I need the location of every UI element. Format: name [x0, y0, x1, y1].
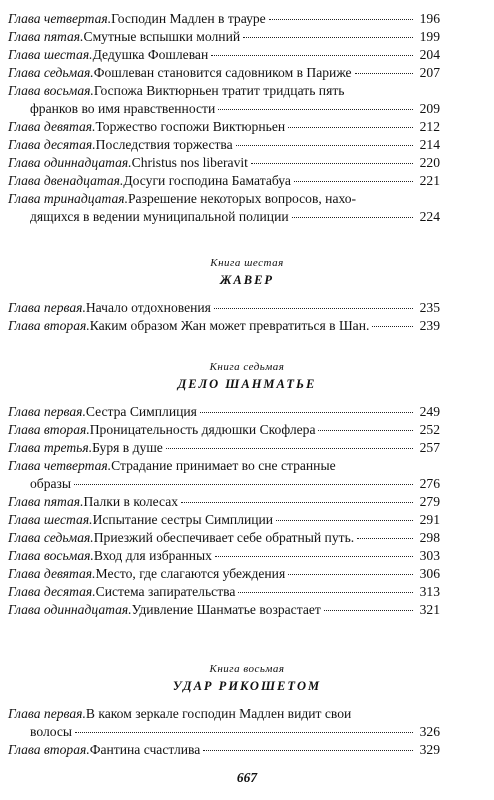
page-number: 249 [419, 404, 440, 419]
book-title: ДЕЛО ШАНМАТЬЕ [177, 377, 317, 391]
chapter-label: Глава первая. [8, 300, 86, 315]
leader-dots [166, 448, 413, 449]
toc-entry-row [30, 723, 440, 741]
toc-entry [8, 64, 440, 82]
toc-entry-row [8, 439, 440, 457]
toc-entry [8, 457, 440, 475]
book-label: Книга седьмая [209, 361, 285, 373]
toc-entry [8, 82, 440, 100]
chapter-title: Страдание принимает во сне странные [111, 458, 336, 473]
toc-entry-row [8, 82, 440, 100]
toc-entry-row [8, 601, 440, 619]
chapter-label: Глава восьмая. [8, 548, 94, 563]
toc-entry [8, 529, 440, 547]
page-number: 239 [419, 318, 440, 333]
chapter-label: Глава вторая. [8, 742, 90, 757]
page-number: 221 [419, 173, 440, 188]
chapter-label: Глава тринадцатая. [8, 191, 128, 206]
toc-entry [8, 118, 440, 136]
leader-dots [211, 55, 413, 56]
leader-dots [218, 109, 413, 110]
page-number: 279 [419, 494, 440, 509]
leader-dots [372, 326, 413, 327]
chapter-title: Смутные вспышки молний [83, 29, 241, 44]
toc-entry [8, 601, 440, 619]
chapter-title: Палки в колесах [83, 494, 179, 509]
chapter-label: Глава девятая. [8, 119, 96, 134]
chapter-label: Глава седьмая. [8, 65, 94, 80]
chapter-label: Глава вторая. [8, 422, 90, 437]
book-label: Книга шестая [210, 257, 284, 269]
leader-dots [181, 502, 413, 503]
page-number: 306 [419, 566, 440, 581]
toc-entry [8, 10, 440, 28]
chapter-title: Система запирательства [95, 584, 236, 599]
page-number: 196 [419, 11, 440, 26]
chapter-label: Глава седьмая. [8, 530, 94, 545]
page-number: 276 [419, 476, 440, 491]
toc-entry [8, 317, 440, 335]
chapter-label: Глава первая. [8, 404, 86, 419]
page-number: 212 [419, 119, 440, 134]
chapter-label: Глава шестая. [8, 47, 93, 62]
toc-entry-row [30, 208, 440, 226]
leader-dots [324, 610, 413, 611]
folio-page-number: 667 [236, 770, 258, 785]
toc-entry-row [8, 154, 440, 172]
toc-entry-row [8, 511, 440, 529]
chapter-title: Досуги господина Баматабуа [123, 173, 291, 188]
chapter-title-continued: волосы [30, 724, 73, 739]
toc-entry-row [8, 705, 440, 723]
chapter-title: Каким образом Жан может превратиться в Шан. [89, 318, 370, 333]
leader-dots [251, 163, 413, 164]
toc-entry-row [8, 403, 440, 421]
leader-dots [355, 73, 413, 74]
book-title: УДАР РИКОШЕТОМ [172, 679, 322, 693]
toc-entry-continuation [30, 208, 440, 226]
toc-entry [8, 741, 440, 759]
chapter-title: Последствия торжества [95, 137, 233, 152]
chapter-title: Торжество госпожи Виктюрньен [95, 119, 286, 134]
chapter-title: Удивление Шанматье возрастает [131, 602, 321, 617]
leader-dots [357, 538, 413, 539]
toc-entry-row [8, 583, 440, 601]
toc-entry [8, 547, 440, 565]
chapter-title: Место, где слагаются убеждения [95, 566, 286, 581]
page-number: 235 [419, 300, 440, 315]
leader-dots [74, 484, 413, 485]
toc-entry-row [30, 100, 440, 118]
toc-entry [8, 421, 440, 439]
page-number: 303 [419, 548, 440, 563]
toc-entry-row [8, 28, 440, 46]
chapter-label: Глава первая. [8, 706, 86, 721]
page-number: 224 [419, 209, 440, 224]
toc-entry-row [8, 547, 440, 565]
book-title: ЖАВЕР [219, 273, 275, 287]
leader-dots [243, 37, 413, 38]
leader-dots [214, 308, 413, 309]
toc-entry-row [8, 421, 440, 439]
chapter-label: Глава третья. [8, 440, 93, 455]
page-number: 321 [419, 602, 440, 617]
page-number: 204 [419, 47, 440, 62]
toc-entry [8, 583, 440, 601]
page-number: 207 [419, 65, 440, 80]
toc-entry [8, 705, 440, 723]
toc-entry [8, 511, 440, 529]
page-number: 199 [419, 29, 440, 44]
chapter-title: Господин Мадлен в трауре [111, 11, 266, 26]
book-label: Книга восьмая [209, 663, 285, 675]
chapter-label: Глава девятая. [8, 566, 96, 581]
toc-entry-row [8, 299, 440, 317]
chapter-label: Глава шестая. [8, 512, 93, 527]
chapter-label: Глава одиннадцатая. [8, 602, 132, 617]
toc-entry [8, 154, 440, 172]
leader-dots [318, 430, 413, 431]
page-number: 329 [419, 742, 440, 757]
page-number: 326 [419, 724, 440, 739]
toc-entry-row [8, 317, 440, 335]
chapter-title: Дедушка Фошлеван [92, 47, 209, 62]
chapter-title: Фошлеван становится садовником в Париже [93, 65, 352, 80]
toc-entry-row [30, 475, 440, 493]
leader-dots [288, 127, 413, 128]
chapter-label: Глава восьмая. [8, 83, 94, 98]
leader-dots [75, 732, 413, 733]
toc-entry-row [8, 118, 440, 136]
leader-dots [288, 574, 413, 575]
toc-entry [8, 136, 440, 154]
chapter-title: Приезжий обеспечивает себе обратный путь. [93, 530, 355, 545]
toc-entry [8, 172, 440, 190]
chapter-title: Испытание сестры Симплиции [92, 512, 274, 527]
chapter-title-continued: образы [30, 476, 72, 491]
chapter-title-continued: франков во имя нравственности [30, 101, 216, 116]
chapter-label: Глава пятая. [8, 494, 84, 509]
page-number: 291 [419, 512, 440, 527]
chapter-title: Вход для избранных [93, 548, 212, 563]
page-number: 252 [419, 422, 440, 437]
chapter-label: Глава пятая. [8, 29, 84, 44]
toc-entry-row [8, 741, 440, 759]
toc-entry-row [8, 64, 440, 82]
chapter-label: Глава четвертая. [8, 458, 112, 473]
chapter-title: Разрешение некоторых вопросов, нахо- [128, 191, 357, 206]
page-number: 214 [419, 137, 440, 152]
toc-entry [8, 403, 440, 421]
toc-entry-row [8, 529, 440, 547]
leader-dots [203, 750, 413, 751]
toc-entry [8, 46, 440, 64]
toc-entry-row [8, 457, 440, 475]
leader-dots [215, 556, 413, 557]
toc-entry-row [8, 565, 440, 583]
leader-dots [238, 592, 413, 593]
toc-entry [8, 190, 440, 208]
chapter-title: Начало отдохновения [85, 300, 211, 315]
chapter-title: Буря в душе [92, 440, 163, 455]
page-number: 257 [419, 440, 440, 455]
leader-dots [276, 520, 413, 521]
page-number: 298 [419, 530, 440, 545]
leader-dots [294, 181, 413, 182]
toc-entry-row [8, 46, 440, 64]
page-number: 220 [419, 155, 440, 170]
chapter-label: Глава двенадцатая. [8, 173, 124, 188]
chapter-label: Глава десятая. [8, 137, 96, 152]
chapter-label: Глава десятая. [8, 584, 96, 599]
leader-dots [200, 412, 413, 413]
page-number: 209 [419, 101, 440, 116]
toc-entry-row [8, 172, 440, 190]
leader-dots [292, 217, 413, 218]
toc-entry [8, 28, 440, 46]
page-number: 313 [419, 584, 440, 599]
chapter-title: Фантина счастлива [89, 742, 201, 757]
chapter-title: Сестра Симплиция [85, 404, 197, 419]
leader-dots [269, 19, 413, 20]
chapter-title: В каком зеркале господин Мадлен видит свои [85, 706, 352, 721]
chapter-label: Глава вторая. [8, 318, 90, 333]
toc-entry-row [8, 190, 440, 208]
toc-entry [8, 493, 440, 511]
leader-dots [236, 145, 413, 146]
toc-entry-row [8, 10, 440, 28]
toc-entry-continuation [30, 100, 440, 118]
chapter-title: Проницательность дядюшки Скофлера [89, 422, 316, 437]
toc-entry-continuation [30, 475, 440, 493]
toc-entry [8, 299, 440, 317]
toc-entry-continuation [30, 723, 440, 741]
toc-entry-row [8, 136, 440, 154]
chapter-label: Глава одиннадцатая. [8, 155, 132, 170]
toc-entry-row [8, 493, 440, 511]
chapter-title: Госпожа Виктюрньен тратит тридцать пять [93, 83, 345, 98]
toc-entry [8, 439, 440, 457]
toc-entry [8, 565, 440, 583]
chapter-title-continued: дящихся в ведении муниципальной полиции [30, 209, 289, 224]
chapter-title: Christus nos liberavit [131, 155, 248, 170]
chapter-label: Глава четвертая. [8, 11, 112, 26]
